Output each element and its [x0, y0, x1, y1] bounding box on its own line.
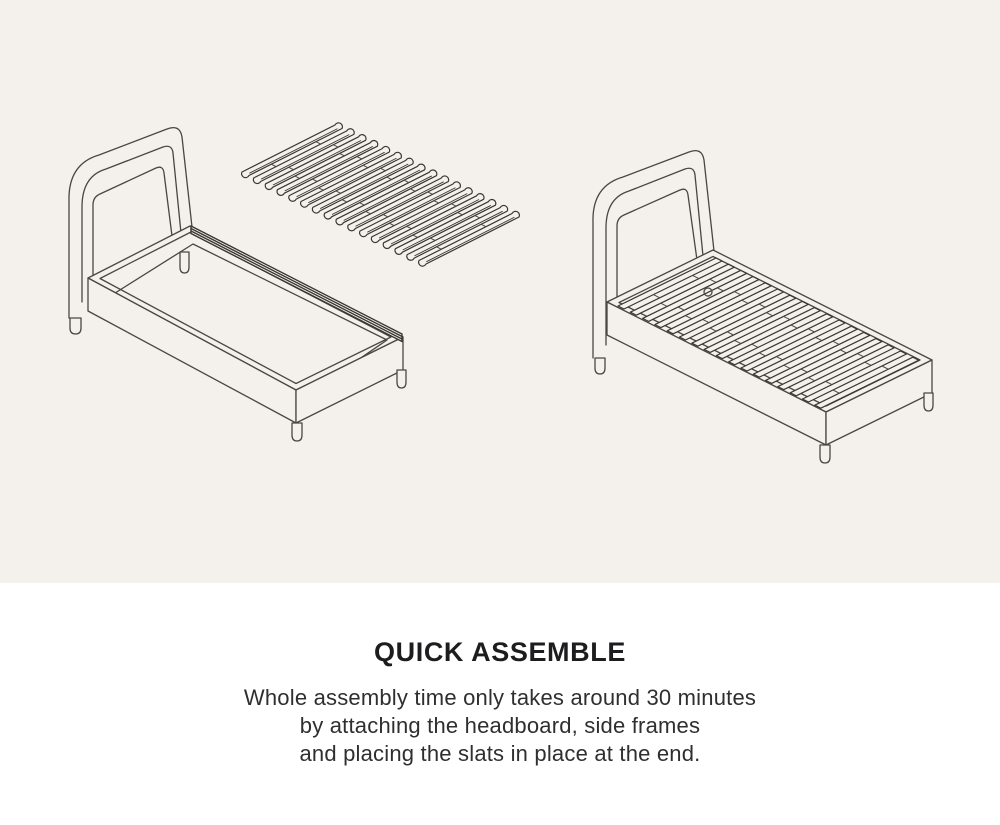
slat-connector	[387, 177, 392, 179]
slat-connector	[360, 203, 365, 205]
slat-connector	[381, 168, 386, 170]
section-title: QUICK ASSEMBLE	[374, 637, 626, 667]
slat-connector	[481, 224, 486, 226]
bed-leg-head	[595, 358, 605, 374]
bed-leg-far-foot	[397, 370, 406, 388]
slat-connector	[458, 212, 463, 214]
slat-connector	[475, 216, 480, 218]
bed-leg-far-head	[180, 252, 189, 273]
slat-pack-step	[242, 123, 520, 266]
slat-connector	[295, 176, 300, 178]
description-line: Whole assembly time only takes around 30 minutes	[243, 685, 757, 710]
bed-leg-head	[70, 318, 81, 334]
slat-connector	[316, 142, 321, 144]
slat-connector	[437, 247, 442, 249]
slat-connector	[404, 180, 409, 182]
assembled-bed-step	[593, 151, 933, 463]
slat-connector	[389, 223, 394, 225]
section-description	[0, 684, 1000, 768]
bed-leg-near-foot	[820, 445, 830, 463]
slat-connector	[342, 200, 347, 202]
slat-connector	[430, 238, 435, 240]
slat-connector	[413, 235, 418, 237]
slat-connector	[319, 188, 324, 190]
description-line: and placing the slats in place at the end.	[299, 741, 701, 766]
slat-connector	[451, 204, 456, 206]
slat-connector	[363, 165, 368, 167]
slat-connector	[357, 157, 362, 159]
slat-connector	[410, 189, 415, 191]
slat-connector	[428, 192, 433, 194]
slat-connector	[383, 215, 388, 217]
slat-connector	[271, 164, 276, 166]
slat-connector	[333, 145, 338, 147]
slat-connector	[312, 179, 317, 181]
caption-area	[0, 583, 1000, 825]
bed-leg-near-foot	[292, 423, 302, 441]
slat-connector	[340, 153, 345, 155]
bed-leg-far-foot	[924, 393, 933, 411]
description-line: by attaching the headboard, side frames	[299, 713, 701, 738]
slat-connector	[289, 167, 294, 169]
slat-connector	[407, 226, 412, 228]
slat-connector	[366, 211, 371, 213]
slat-connector	[434, 201, 439, 203]
slat-connector	[336, 191, 341, 193]
